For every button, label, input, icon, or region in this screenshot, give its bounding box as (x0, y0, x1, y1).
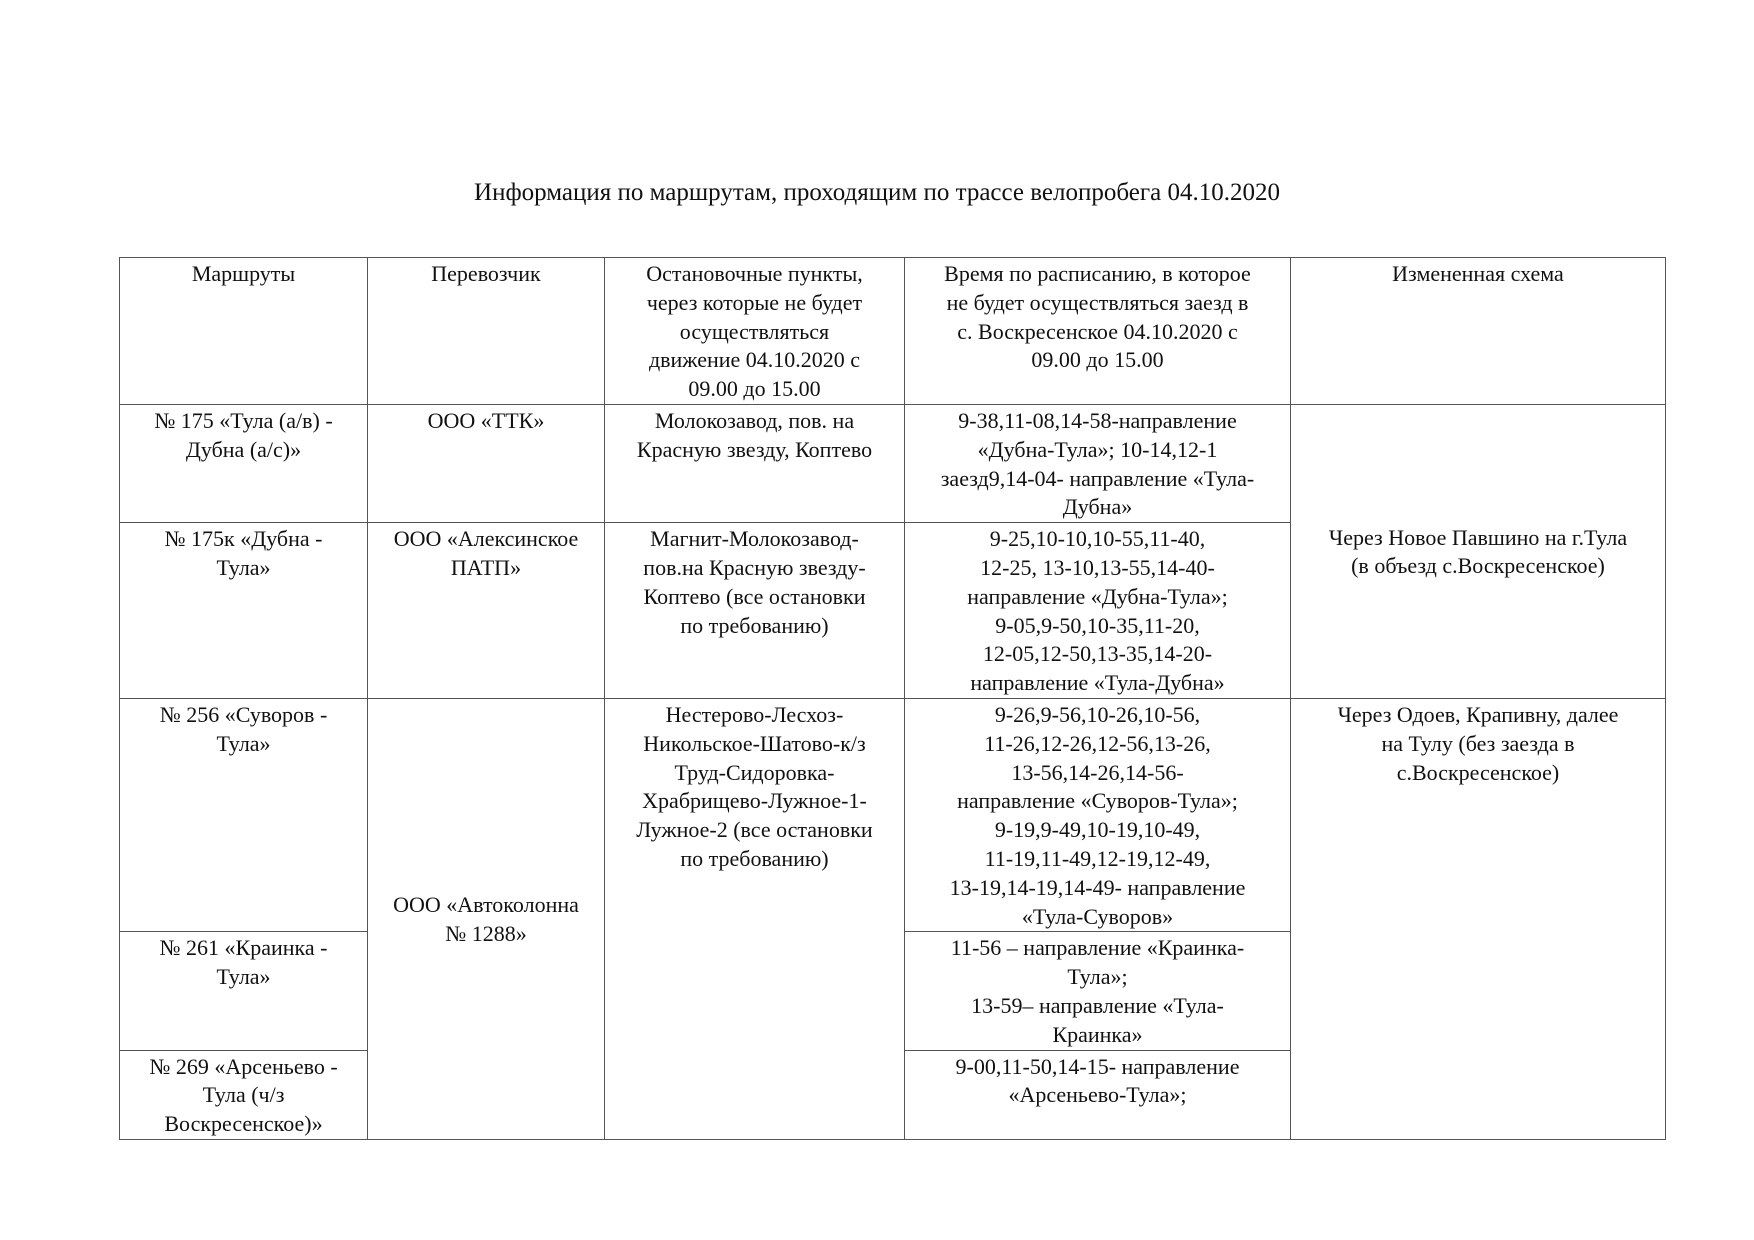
route-cell: № 261 «Краинка - Тула» (120, 932, 368, 1050)
carrier-cell: ООО «Автоколонна № 1288» (368, 698, 605, 1139)
route-cell: № 256 «Суворов - Тула» (120, 698, 368, 931)
carrier-cell: ООО «ТТК» (368, 404, 605, 522)
header-times: Время по расписанию, в которое не будет осуществляться заезд в с. Воскресенское 04.10.2020 с 09.00 до 15.00 (905, 258, 1291, 405)
document-title: Информация по маршрутам, проходящим по трассе велопробега 04.10.2020 (474, 179, 1280, 206)
routes-table (119, 257, 1666, 1140)
scheme-cell: Через Новое Павшино на г.Тула (в объезд с.Воскресенское) (1291, 404, 1666, 698)
route-cell: № 175к «Дубна - Тула» (120, 523, 368, 699)
scheme-cell: Через Одоев, Крапивну, далее на Тулу (без заезда в с.Воскресенское) (1291, 698, 1666, 1139)
times-cell: 9-25,10-10,10-55,11-40, 12-25, 13-10,13-55,14-40- направление «Дубна-Тула»; 9-05,9-50,10-35,11-20, 12-05,12-50,13-35,14-20- направление «Тула-Дубна» (905, 523, 1291, 699)
times-cell: 9-00,11-50,14-15- направление «Арсеньево-Тула»; (905, 1050, 1291, 1139)
table-header-row (120, 258, 1666, 405)
stops-cell: Молокозавод, пов. на Красную звезду, Коптево (605, 404, 905, 522)
header-routes: Маршруты (120, 258, 368, 405)
stops-cell: Нестерово-Лесхоз- Никольское-Шатово-к/з Труд-Сидоровка- Храбрищево-Лужное-1- Лужное-2 (все остановки по требованию) (605, 698, 905, 1139)
table-row (120, 698, 1666, 931)
header-carrier: Перевозчик (368, 258, 605, 405)
times-cell: 9-26,9-56,10-26,10-56, 11-26,12-26,12-56,13-26, 13-56,14-26,14-56- направление «Суворов-Тула»; 9-19,9-49,10-19,10-49, 11-19,11-49,12-19,12-49, 13-19,14-19,14-49- направление «Тула-Суворов» (905, 698, 1291, 931)
table-row (120, 404, 1666, 522)
header-scheme: Измененная схема (1291, 258, 1666, 405)
carrier-cell: ООО «Алексинское ПАТП» (368, 523, 605, 699)
stops-cell: Магнит-Молокозавод- пов.на Красную звезду- Коптево (все остановки по требованию) (605, 523, 905, 699)
times-cell: 9-38,11-08,14-58-направление «Дубна-Тула»; 10-14,12-1 заезд9,14-04- направление «Тула- Дубна» (905, 404, 1291, 522)
route-cell: № 269 «Арсеньево - Тула (ч/з Воскресенское)» (120, 1050, 368, 1139)
route-cell: № 175 «Тула (а/в) - Дубна (а/с)» (120, 404, 368, 522)
times-cell: 11-56 – направление «Краинка- Тула»; 13-59– направление «Тула- Краинка» (905, 932, 1291, 1050)
header-stops: Остановочные пункты, через которые не будет осуществляться движение 04.10.2020 с 09.00 до 15.00 (605, 258, 905, 405)
